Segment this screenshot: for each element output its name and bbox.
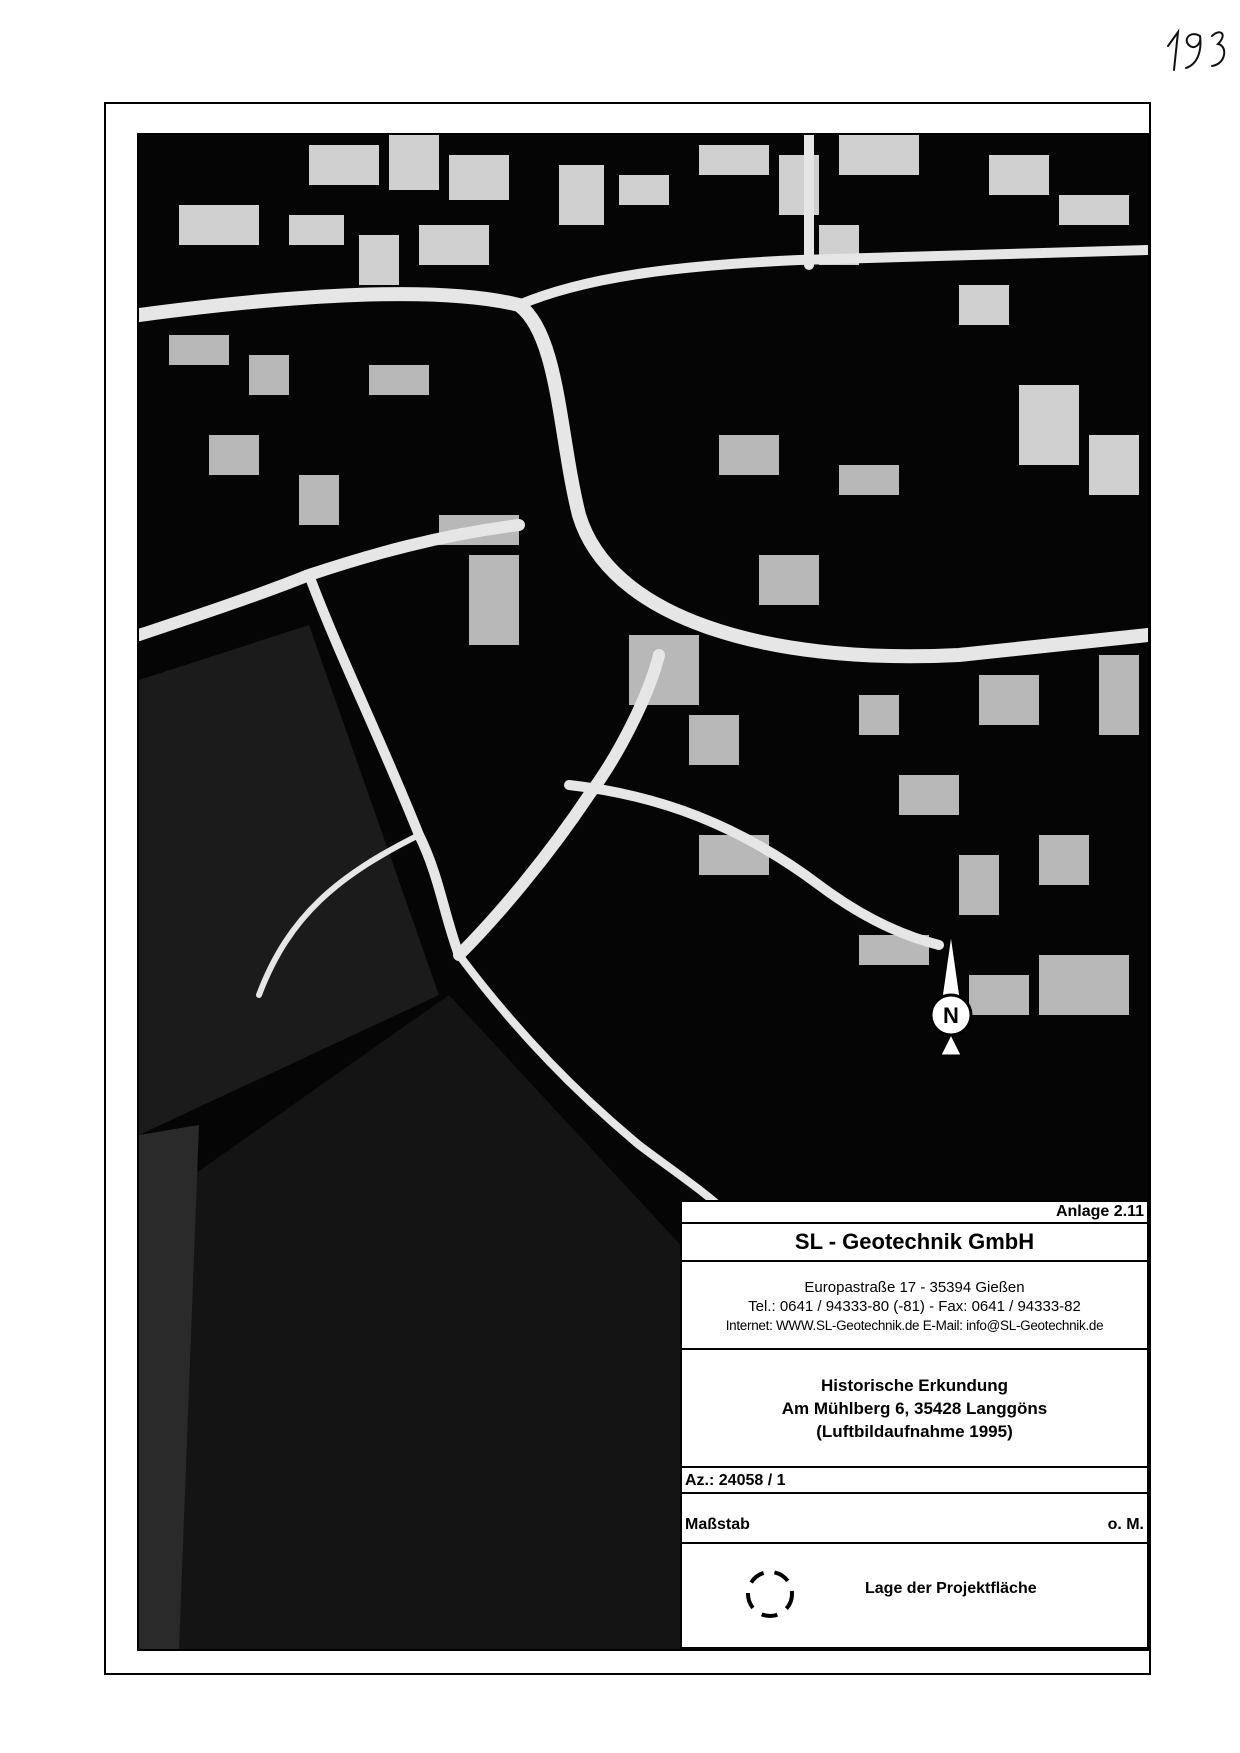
north-arrow-label: N <box>943 1003 959 1028</box>
company-name: SL - Geotechnik GmbH <box>794 1229 1035 1254</box>
project-title: Historische Erkundung <box>820 1376 1009 1395</box>
az-row <box>682 1468 1147 1494</box>
company-address: Europastraße 17 - 35394 Gießen <box>804 1279 1025 1296</box>
company-internet: Internet: WWW.SL-Geotechnik.de E-Mail: info@SL-Geotechnik.de <box>725 1318 1104 1333</box>
project-block <box>682 1350 1147 1468</box>
address-block <box>682 1262 1147 1350</box>
title-block <box>680 1200 1149 1649</box>
scale-row <box>682 1494 1147 1542</box>
az-number: Az.: 24058 / 1 <box>685 1472 786 1489</box>
road-main-curve <box>139 294 1148 656</box>
legend-label: Lage der Projektfläche <box>865 1580 1037 1597</box>
anlage-label: Anlage 2.11 <box>1055 1203 1144 1220</box>
buildings-north <box>179 135 1139 495</box>
dashed-circle-icon <box>742 1566 798 1622</box>
scale-label: Maßstab <box>685 1516 750 1533</box>
road-north <box>519 250 1148 305</box>
project-address: Am Mühlberg 6, 35428 Langgöns <box>781 1399 1048 1418</box>
anlage-row <box>682 1202 1147 1224</box>
company-phone: Tel.: 0641 / 94333-80 (-81) - Fax: 0641 / 94333-82 <box>748 1298 1081 1315</box>
company-row <box>682 1224 1147 1262</box>
handwritten-page-number <box>1160 24 1230 74</box>
page-number <box>1160 24 1230 74</box>
legend-row <box>682 1542 1147 1647</box>
scale-value: o. M. <box>1107 1516 1144 1533</box>
project-note: (Luftbildaufnahme 1995) <box>816 1422 1013 1441</box>
north-arrow-icon <box>931 935 971 1055</box>
